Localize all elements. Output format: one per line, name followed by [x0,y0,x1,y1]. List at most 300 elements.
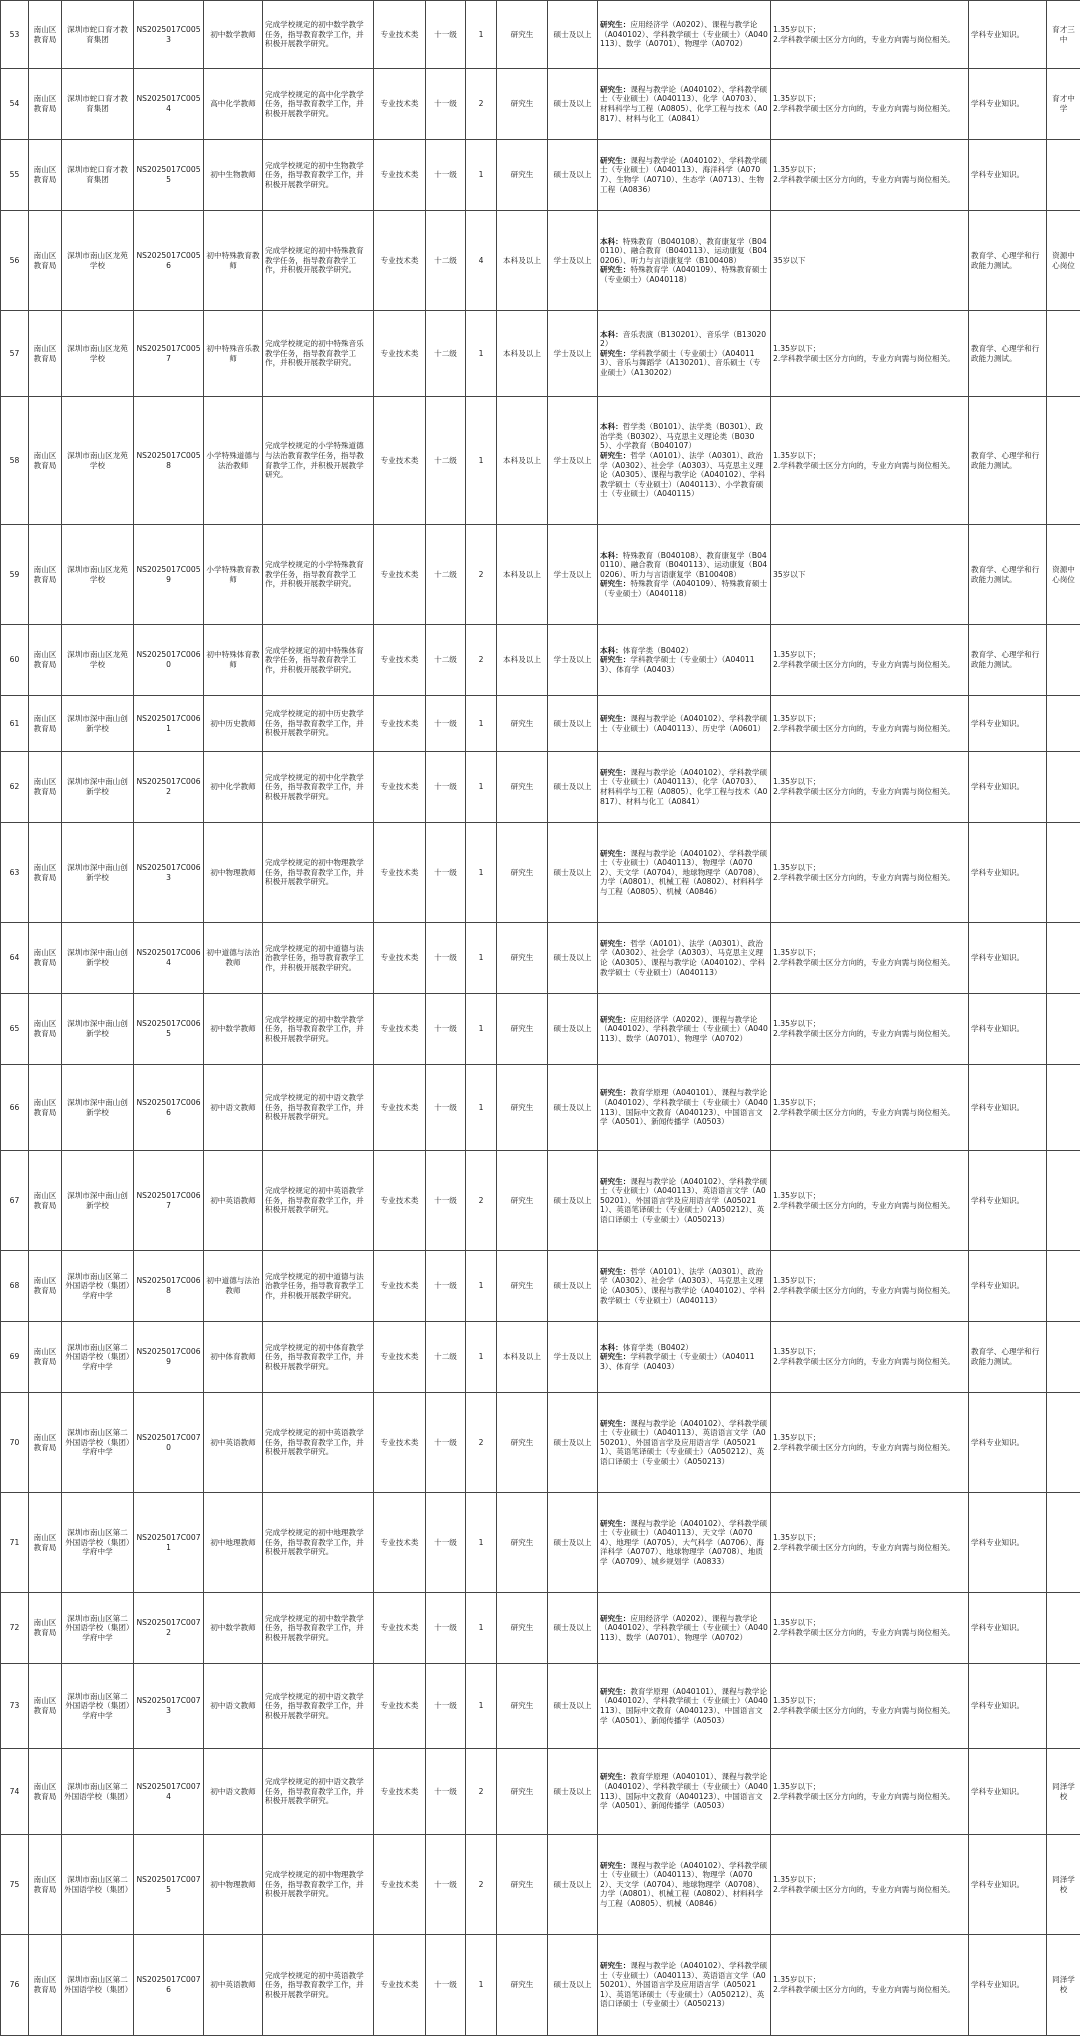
specialty-list: 课程与教学论（A040102）、学科教学硕士（专业硕士）（A040113）、英语语言文学（A050201）、外国语言学及应用语言学（A050211）、英语笔译硕士（专业硕士）（A050212）、英语口译硕士（专业硕士）（A050213） [600,1177,767,1224]
education-cell: 研究生 [497,823,548,923]
department-cell: 南山区教育局 [29,1322,62,1393]
row-number-cell: 67 [1,1151,29,1251]
table-row [1,994,1080,1065]
specialty-level-label: 研究生： [600,939,630,948]
table-row [1,69,1080,140]
table-row [1,525,1080,625]
table-row [1,1151,1080,1251]
row-number-cell: 60 [1,625,29,696]
degree-cell: 硕士及以上 [548,1065,598,1151]
specialty-cell [598,1393,771,1493]
specialty-cell [598,1493,771,1593]
post-description-cell: 完成学校规定的初中数学教学任务，指导教育教学工作，并积极开展教学研究。 [263,1593,374,1664]
employer-unit-cell: 深圳市南山区第二外国语学校（集团）学府中学 [62,1251,134,1322]
row-number-cell: 66 [1,1065,29,1151]
exam-content-cell: 学科专业知识。 [969,923,1047,994]
degree-cell: 硕士及以上 [548,1935,598,2036]
post-name-cell: 初中英语教师 [204,1935,263,2036]
specialty-cell [598,211,771,311]
post-description-cell: 完成学校规定的初中语文教学任务，指导教育教学工作，并积极开展教学研究。 [263,1065,374,1151]
department-cell: 南山区教育局 [29,1835,62,1935]
table-row [1,823,1080,923]
post-level-cell: 十一级 [426,1393,466,1493]
post-category-cell: 专业技术类 [374,923,426,994]
table-row [1,211,1080,311]
education-cell: 研究生 [497,1664,548,1749]
row-number-cell: 75 [1,1835,29,1935]
remark-cell [1047,1322,1080,1393]
degree-cell: 硕士及以上 [548,994,598,1065]
employer-unit-cell: 深圳市蛇口育才教育集团 [62,1,134,69]
department-cell: 南山区教育局 [29,923,62,994]
post-name-cell: 初中语文教师 [204,1065,263,1151]
post-level-cell: 十一级 [426,69,466,140]
post-name-cell: 小学特殊道德与法治教师 [204,397,263,525]
other-requirements-cell: 1.35岁以下； 2.学科教学硕士区分方向的，专业方向需与岗位相关。 [771,1,969,69]
specialty-level-label: 研究生： [600,579,630,588]
education-cell: 研究生 [497,1065,548,1151]
department-cell: 南山区教育局 [29,140,62,211]
post-name-cell: 小学特殊教育教师 [204,525,263,625]
post-level-cell: 十一级 [426,1593,466,1664]
post-level-cell: 十二级 [426,625,466,696]
remark-cell [1047,752,1080,823]
post-level-cell: 十二级 [426,525,466,625]
specialty-cell [598,752,771,823]
post-description-cell: 完成学校规定的初中物理教学任务，指导教育教学工作，并积极开展教学研究。 [263,1835,374,1935]
exam-content-cell: 学科专业知识。 [969,1,1047,69]
row-number-cell: 71 [1,1493,29,1593]
remark-cell [1047,1493,1080,1593]
remark-cell: 同泽学校 [1047,1749,1080,1835]
post-category-cell: 专业技术类 [374,1664,426,1749]
headcount-cell: 4 [466,211,497,311]
degree-cell: 硕士及以上 [548,69,598,140]
employer-unit-cell: 深圳市南山区龙苑学校 [62,525,134,625]
post-code-cell: NS2025017C0064 [134,923,204,994]
education-cell: 本科及以上 [497,625,548,696]
other-requirements-cell: 35岁以下 [771,525,969,625]
remark-cell: 同泽学校 [1047,1835,1080,1935]
specialty-level-label: 研究生： [600,849,630,858]
remark-cell [1047,140,1080,211]
other-requirements-cell: 1.35岁以下； 2.学科教学硕士区分方向的，专业方向需与岗位相关。 [771,397,969,525]
education-cell: 研究生 [497,1835,548,1935]
degree-cell: 学士及以上 [548,211,598,311]
table-row [1,1593,1080,1664]
post-description-cell: 完成学校规定的初中特殊音乐教学任务，指导教育教学工作，并积极开展教学研究。 [263,311,374,397]
row-number-cell: 61 [1,696,29,752]
department-cell: 南山区教育局 [29,311,62,397]
table-row [1,1935,1080,2036]
other-requirements-cell: 1.35岁以下； 2.学科教学硕士区分方向的，专业方向需与岗位相关。 [771,1835,969,1935]
department-cell: 南山区教育局 [29,994,62,1065]
specialty-list: 特殊教育学（A040109）、特殊教育硕士（专业硕士）（A040118） [600,579,767,598]
headcount-cell: 2 [466,69,497,140]
headcount-cell: 2 [466,1393,497,1493]
exam-content-cell: 学科专业知识。 [969,1593,1047,1664]
post-name-cell: 初中物理教师 [204,823,263,923]
post-name-cell: 初中体育教师 [204,1322,263,1393]
employer-unit-cell: 深圳市南山区第二外国语学校（集团） [62,1835,134,1935]
degree-cell: 学士及以上 [548,525,598,625]
post-name-cell: 初中数学教师 [204,994,263,1065]
specialty-list: 体育学类（B0402） [623,1343,693,1352]
department-cell: 南山区教育局 [29,752,62,823]
exam-content-cell: 教育学、心理学和行政能力测试。 [969,211,1047,311]
employer-unit-cell: 深圳市南山区第二外国语学校（集团）学府中学 [62,1593,134,1664]
post-category-cell: 专业技术类 [374,211,426,311]
remark-cell [1047,1393,1080,1493]
specialty-level-label: 本科： [600,330,623,339]
post-name-cell: 初中物理教师 [204,1835,263,1935]
post-code-cell: NS2025017C0069 [134,1322,204,1393]
exam-content-cell: 学科专业知识。 [969,994,1047,1065]
other-requirements-cell: 1.35岁以下； 2.学科教学硕士区分方向的，专业方向需与岗位相关。 [771,1151,969,1251]
post-description-cell: 完成学校规定的初中数学教学任务，指导教育教学工作，并积极开展教学研究。 [263,994,374,1065]
employer-unit-cell: 深圳市深中南山创新学校 [62,994,134,1065]
remark-cell [1047,1065,1080,1151]
other-requirements-cell: 1.35岁以下； 2.学科教学硕士区分方向的，专业方向需与岗位相关。 [771,752,969,823]
post-description-cell: 完成学校规定的初中化学教学任务，指导教育教学工作，并积极开展教学研究。 [263,752,374,823]
headcount-cell: 1 [466,140,497,211]
table-body [1,1,1080,2036]
table-row [1,1664,1080,1749]
remark-cell [1047,696,1080,752]
remark-cell [1047,1664,1080,1749]
post-category-cell: 专业技术类 [374,1835,426,1935]
post-category-cell: 专业技术类 [374,69,426,140]
table-row [1,923,1080,994]
specialty-level-label: 本科： [600,237,623,246]
specialty-level-label: 本科： [600,646,623,655]
post-category-cell: 专业技术类 [374,525,426,625]
specialty-level-label: 研究生： [600,156,630,165]
exam-content-cell: 学科专业知识。 [969,1664,1047,1749]
post-level-cell: 十一级 [426,1493,466,1593]
post-level-cell: 十一级 [426,1835,466,1935]
specialty-level-label: 研究生： [600,1015,630,1024]
degree-cell: 硕士及以上 [548,923,598,994]
row-number-cell: 55 [1,140,29,211]
other-requirements-cell: 1.35岁以下； 2.学科教学硕士区分方向的，专业方向需与岗位相关。 [771,1664,969,1749]
remark-cell: 资源中心岗位 [1047,211,1080,311]
degree-cell: 硕士及以上 [548,1151,598,1251]
row-number-cell: 57 [1,311,29,397]
post-code-cell: NS2025017C0075 [134,1835,204,1935]
specialty-cell [598,1065,771,1151]
department-cell: 南山区教育局 [29,1065,62,1151]
table-row [1,696,1080,752]
education-cell: 研究生 [497,140,548,211]
post-code-cell: NS2025017C0067 [134,1151,204,1251]
specialty-level-label: 研究生： [600,1861,630,1870]
specialty-list: 课程与教学论（A040102）、学科教学硕士（专业硕士）（A040113）、天文学（A0704）、地理学（A0705）、大气科学（A0706）、海洋科学（A0707）、地球物理学（A0708）、地质学（A0709）、城乡规划学（A0833） [600,1519,767,1566]
post-level-cell: 十二级 [426,397,466,525]
specialty-cell [598,923,771,994]
post-name-cell: 初中道德与法治教师 [204,923,263,994]
exam-content-cell: 教育学、心理学和行政能力测试。 [969,625,1047,696]
specialty-list: 课程与教学论（A040102）、学科教学硕士（专业硕士）（A040113）、历史学（A0601） [600,714,767,733]
employer-unit-cell: 深圳市深中南山创新学校 [62,923,134,994]
post-code-cell: NS2025017C0073 [134,1664,204,1749]
post-code-cell: NS2025017C0060 [134,625,204,696]
post-level-cell: 十一级 [426,1664,466,1749]
specialty-level-label: 研究生： [600,1419,630,1428]
specialty-level-label: 本科： [600,551,623,560]
degree-cell: 硕士及以上 [548,696,598,752]
headcount-cell: 1 [466,696,497,752]
post-name-cell: 初中特殊体育教师 [204,625,263,696]
specialty-cell [598,1322,771,1393]
exam-content-cell: 学科专业知识。 [969,1835,1047,1935]
employer-unit-cell: 深圳市南山区第二外国语学校（集团）学府中学 [62,1664,134,1749]
education-cell: 研究生 [497,752,548,823]
employer-unit-cell: 深圳市深中南山创新学校 [62,823,134,923]
post-description-cell: 完成学校规定的小学特殊教育教学任务，指导教育教学工作，并积极开展教学研究。 [263,525,374,625]
table-row [1,311,1080,397]
other-requirements-cell: 1.35岁以下； 2.学科教学硕士区分方向的，专业方向需与岗位相关。 [771,1065,969,1151]
specialty-level-label: 研究生： [600,768,630,777]
remark-cell [1047,1593,1080,1664]
headcount-cell: 1 [466,923,497,994]
department-cell: 南山区教育局 [29,1593,62,1664]
education-cell: 研究生 [497,696,548,752]
table-row [1,1322,1080,1393]
post-name-cell: 初中道德与法治教师 [204,1251,263,1322]
table-row [1,752,1080,823]
specialty-list: 学科教学硕士（专业硕士）（A040113）、体育学（A0403） [600,1352,755,1371]
post-level-cell: 十一级 [426,1151,466,1251]
post-code-cell: NS2025017C0055 [134,140,204,211]
specialty-list: 学科教学硕士（专业硕士）（A040113）、体育学（A0403） [600,655,755,674]
table-row [1,1,1080,69]
specialty-list: 特殊教育学（A040109）、特殊教育硕士（专业硕士）（A040118） [600,265,767,284]
exam-content-cell: 教育学、心理学和行政能力测试。 [969,397,1047,525]
department-cell: 南山区教育局 [29,1251,62,1322]
other-requirements-cell: 1.35岁以下； 2.学科教学硕士区分方向的，专业方向需与岗位相关。 [771,994,969,1065]
post-category-cell: 专业技术类 [374,1393,426,1493]
specialty-list: 课程与教学论（A040102）、学科教学硕士（专业硕士）（A040113）、海洋科学（A0707）、生物学（A0710）、生态学（A0713）、生物工程（A0836） [600,156,767,194]
post-category-cell: 专业技术类 [374,397,426,525]
degree-cell: 硕士及以上 [548,1664,598,1749]
row-number-cell: 70 [1,1393,29,1493]
degree-cell: 硕士及以上 [548,1593,598,1664]
headcount-cell: 1 [466,1664,497,1749]
education-cell: 研究生 [497,1251,548,1322]
post-category-cell: 专业技术类 [374,625,426,696]
specialty-list: 哲学（A0101）、法学（A0301）、政治学（A0302）、社会学（A0303）、马克思主义理论（A0305）、课程与教学论（A040102）、学科教学硕士（专业硕士）（A040113） [600,1267,765,1305]
post-name-cell: 初中生物教师 [204,140,263,211]
headcount-cell: 2 [466,1151,497,1251]
specialty-list: 特殊教育（B040108）、教育康复学（B040110）、融合教育（B040113）、运动康复（B040206）、听力与言语康复学（B100408） [600,237,767,265]
department-cell: 南山区教育局 [29,1664,62,1749]
post-code-cell: NS2025017C0054 [134,69,204,140]
degree-cell: 硕士及以上 [548,823,598,923]
post-code-cell: NS2025017C0057 [134,311,204,397]
education-cell: 本科及以上 [497,397,548,525]
exam-content-cell: 教育学、心理学和行政能力测试。 [969,525,1047,625]
education-cell: 本科及以上 [497,311,548,397]
other-requirements-cell: 1.35岁以下； 2.学科教学硕士区分方向的，专业方向需与岗位相关。 [771,1322,969,1393]
department-cell: 南山区教育局 [29,69,62,140]
post-description-cell: 完成学校规定的初中特殊教育教学任务，指导教育教学工作，并积极开展教学研究。 [263,211,374,311]
other-requirements-cell: 1.35岁以下； 2.学科教学硕士区分方向的，专业方向需与岗位相关。 [771,1393,969,1493]
specialty-level-label: 研究生： [600,714,630,723]
specialty-cell [598,823,771,923]
post-code-cell: NS2025017C0068 [134,1251,204,1322]
post-code-cell: NS2025017C0074 [134,1749,204,1835]
exam-content-cell: 学科专业知识。 [969,1251,1047,1322]
employer-unit-cell: 深圳市深中南山创新学校 [62,752,134,823]
post-category-cell: 专业技术类 [374,752,426,823]
post-level-cell: 十一级 [426,1251,466,1322]
education-cell: 研究生 [497,1935,548,2036]
post-description-cell: 完成学校规定的初中数学教学任务，指导教育教学工作，并积极开展教学研究。 [263,1,374,69]
post-category-cell: 专业技术类 [374,140,426,211]
other-requirements-cell: 1.35岁以下； 2.学科教学硕士区分方向的，专业方向需与岗位相关。 [771,1493,969,1593]
specialty-list: 课程与教学论（A040102）、学科教学硕士（专业硕士）（A040113）、化学（A0703）、材料科学与工程（A0805）、化学工程与技术（A0817）、材料与化工（A0841） [600,85,767,123]
headcount-cell: 2 [466,1749,497,1835]
specialty-level-label: 研究生： [600,1267,630,1276]
table-row [1,397,1080,525]
post-code-cell: NS2025017C0065 [134,994,204,1065]
specialty-list: 教育学原理（A040101）、课程与教学论（A040102）、学科教学硕士（专业硕士）（A040113）、国际中文教育（A040123）、中国语言文学（A0501）、新闻传播学（A0503） [600,1088,768,1126]
other-requirements-cell: 1.35岁以下； 2.学科教学硕士区分方向的，专业方向需与岗位相关。 [771,1935,969,2036]
post-level-cell: 十二级 [426,211,466,311]
specialty-level-label: 研究生： [600,349,630,358]
other-requirements-cell: 1.35岁以下； 2.学科教学硕士区分方向的，专业方向需与岗位相关。 [771,1593,969,1664]
remark-cell: 育才中学 [1047,69,1080,140]
post-name-cell: 高中化学教师 [204,69,263,140]
post-description-cell: 完成学校规定的初中英语教学任务，指导教育教学工作，并积极开展教学研究。 [263,1935,374,2036]
post-category-cell: 专业技术类 [374,1935,426,2036]
table-row [1,1749,1080,1835]
post-level-cell: 十一级 [426,823,466,923]
education-cell: 研究生 [497,1393,548,1493]
row-number-cell: 53 [1,1,29,69]
education-cell: 研究生 [497,1749,548,1835]
exam-content-cell: 学科专业知识。 [969,1065,1047,1151]
education-cell: 研究生 [497,1151,548,1251]
department-cell: 南山区教育局 [29,1749,62,1835]
department-cell: 南山区教育局 [29,1935,62,2036]
post-category-cell: 专业技术类 [374,1151,426,1251]
remark-cell: 育才三中 [1047,1,1080,69]
specialty-level-label: 本科： [600,1343,623,1352]
other-requirements-cell: 35岁以下 [771,211,969,311]
education-cell: 研究生 [497,69,548,140]
table-row [1,140,1080,211]
other-requirements-cell: 1.35岁以下； 2.学科教学硕士区分方向的，专业方向需与岗位相关。 [771,923,969,994]
education-cell: 研究生 [497,1,548,69]
row-number-cell: 73 [1,1664,29,1749]
specialty-list: 教育学原理（A040101）、课程与教学论（A040102）、学科教学硕士（专业硕士）（A040113）、国际中文教育（A040123）、中国语言文学（A0501）、新闻传播学（A0503） [600,1687,768,1725]
employer-unit-cell: 深圳市南山区龙苑学校 [62,211,134,311]
row-number-cell: 63 [1,823,29,923]
specialty-level-label: 研究生： [600,451,630,460]
department-cell: 南山区教育局 [29,823,62,923]
exam-content-cell: 学科专业知识。 [969,752,1047,823]
specialty-list: 学科教学硕士（专业硕士）（A040113）、音乐与舞蹈学（A130201）、音乐硕士（专业硕士）（A130202） [600,349,761,377]
table-row [1,1251,1080,1322]
department-cell: 南山区教育局 [29,1151,62,1251]
headcount-cell: 1 [466,1593,497,1664]
post-level-cell: 十一级 [426,1935,466,2036]
post-name-cell: 初中语文教师 [204,1749,263,1835]
post-description-cell: 完成学校规定的初中英语教学任务，指导教育教学工作，并积极开展教学研究。 [263,1151,374,1251]
row-number-cell: 76 [1,1935,29,2036]
specialty-level-label: 研究生： [600,1088,630,1097]
degree-cell: 硕士及以上 [548,752,598,823]
degree-cell: 硕士及以上 [548,1393,598,1493]
post-category-cell: 专业技术类 [374,1065,426,1151]
specialty-level-label: 研究生： [600,1352,630,1361]
exam-content-cell: 学科专业知识。 [969,696,1047,752]
post-name-cell: 初中化学教师 [204,752,263,823]
post-code-cell: NS2025017C0066 [134,1065,204,1151]
exam-content-cell: 学科专业知识。 [969,140,1047,211]
row-number-cell: 65 [1,994,29,1065]
remark-cell [1047,311,1080,397]
row-number-cell: 68 [1,1251,29,1322]
post-name-cell: 初中英语教师 [204,1151,263,1251]
employer-unit-cell: 深圳市深中南山创新学校 [62,1151,134,1251]
employer-unit-cell: 深圳市深中南山创新学校 [62,1065,134,1151]
exam-content-cell: 学科专业知识。 [969,1151,1047,1251]
specialty-level-label: 研究生： [600,1961,630,1970]
row-number-cell: 62 [1,752,29,823]
employer-unit-cell: 深圳市深中南山创新学校 [62,696,134,752]
other-requirements-cell: 1.35岁以下； 2.学科教学硕士区分方向的，专业方向需与岗位相关。 [771,823,969,923]
specialty-level-label: 研究生： [600,655,630,664]
post-level-cell: 十一级 [426,696,466,752]
specialty-level-label: 研究生： [600,20,630,29]
post-category-cell: 专业技术类 [374,1251,426,1322]
specialty-cell [598,1835,771,1935]
headcount-cell: 1 [466,397,497,525]
post-category-cell: 专业技术类 [374,1322,426,1393]
post-category-cell: 专业技术类 [374,1,426,69]
post-level-cell: 十一级 [426,1,466,69]
specialty-list: 特殊教育（B040108）、教育康复学（B040110）、融合教育（B040113）、运动康复（B040206）、听力与言语康复学（B100408） [600,551,767,579]
department-cell: 南山区教育局 [29,525,62,625]
post-level-cell: 十一级 [426,140,466,211]
headcount-cell: 1 [466,823,497,923]
specialty-list: 哲学类（B0101）、法学类（B0301）、政治学类（B0302）、马克思主义理论类（B0305）、小学教育（B040107） [600,422,763,450]
row-number-cell: 64 [1,923,29,994]
specialty-cell [598,69,771,140]
department-cell: 南山区教育局 [29,1393,62,1493]
exam-content-cell: 学科专业知识。 [969,1749,1047,1835]
employer-unit-cell: 深圳市南山区龙苑学校 [62,311,134,397]
post-category-cell: 专业技术类 [374,823,426,923]
specialty-level-label: 研究生： [600,1177,630,1186]
post-code-cell: NS2025017C0062 [134,752,204,823]
post-code-cell: NS2025017C0056 [134,211,204,311]
post-name-cell: 初中特殊音乐教师 [204,311,263,397]
post-name-cell: 初中历史教师 [204,696,263,752]
post-code-cell: NS2025017C0076 [134,1935,204,2036]
specialty-level-label: 研究生： [600,1614,630,1623]
education-cell: 研究生 [497,1493,548,1593]
headcount-cell: 1 [466,1251,497,1322]
employer-unit-cell: 深圳市南山区第二外国语学校（集团） [62,1749,134,1835]
degree-cell: 硕士及以上 [548,1,598,69]
post-category-cell: 专业技术类 [374,1493,426,1593]
specialty-cell [598,1935,771,2036]
employer-unit-cell: 深圳市南山区第二外国语学校（集团）学府中学 [62,1393,134,1493]
